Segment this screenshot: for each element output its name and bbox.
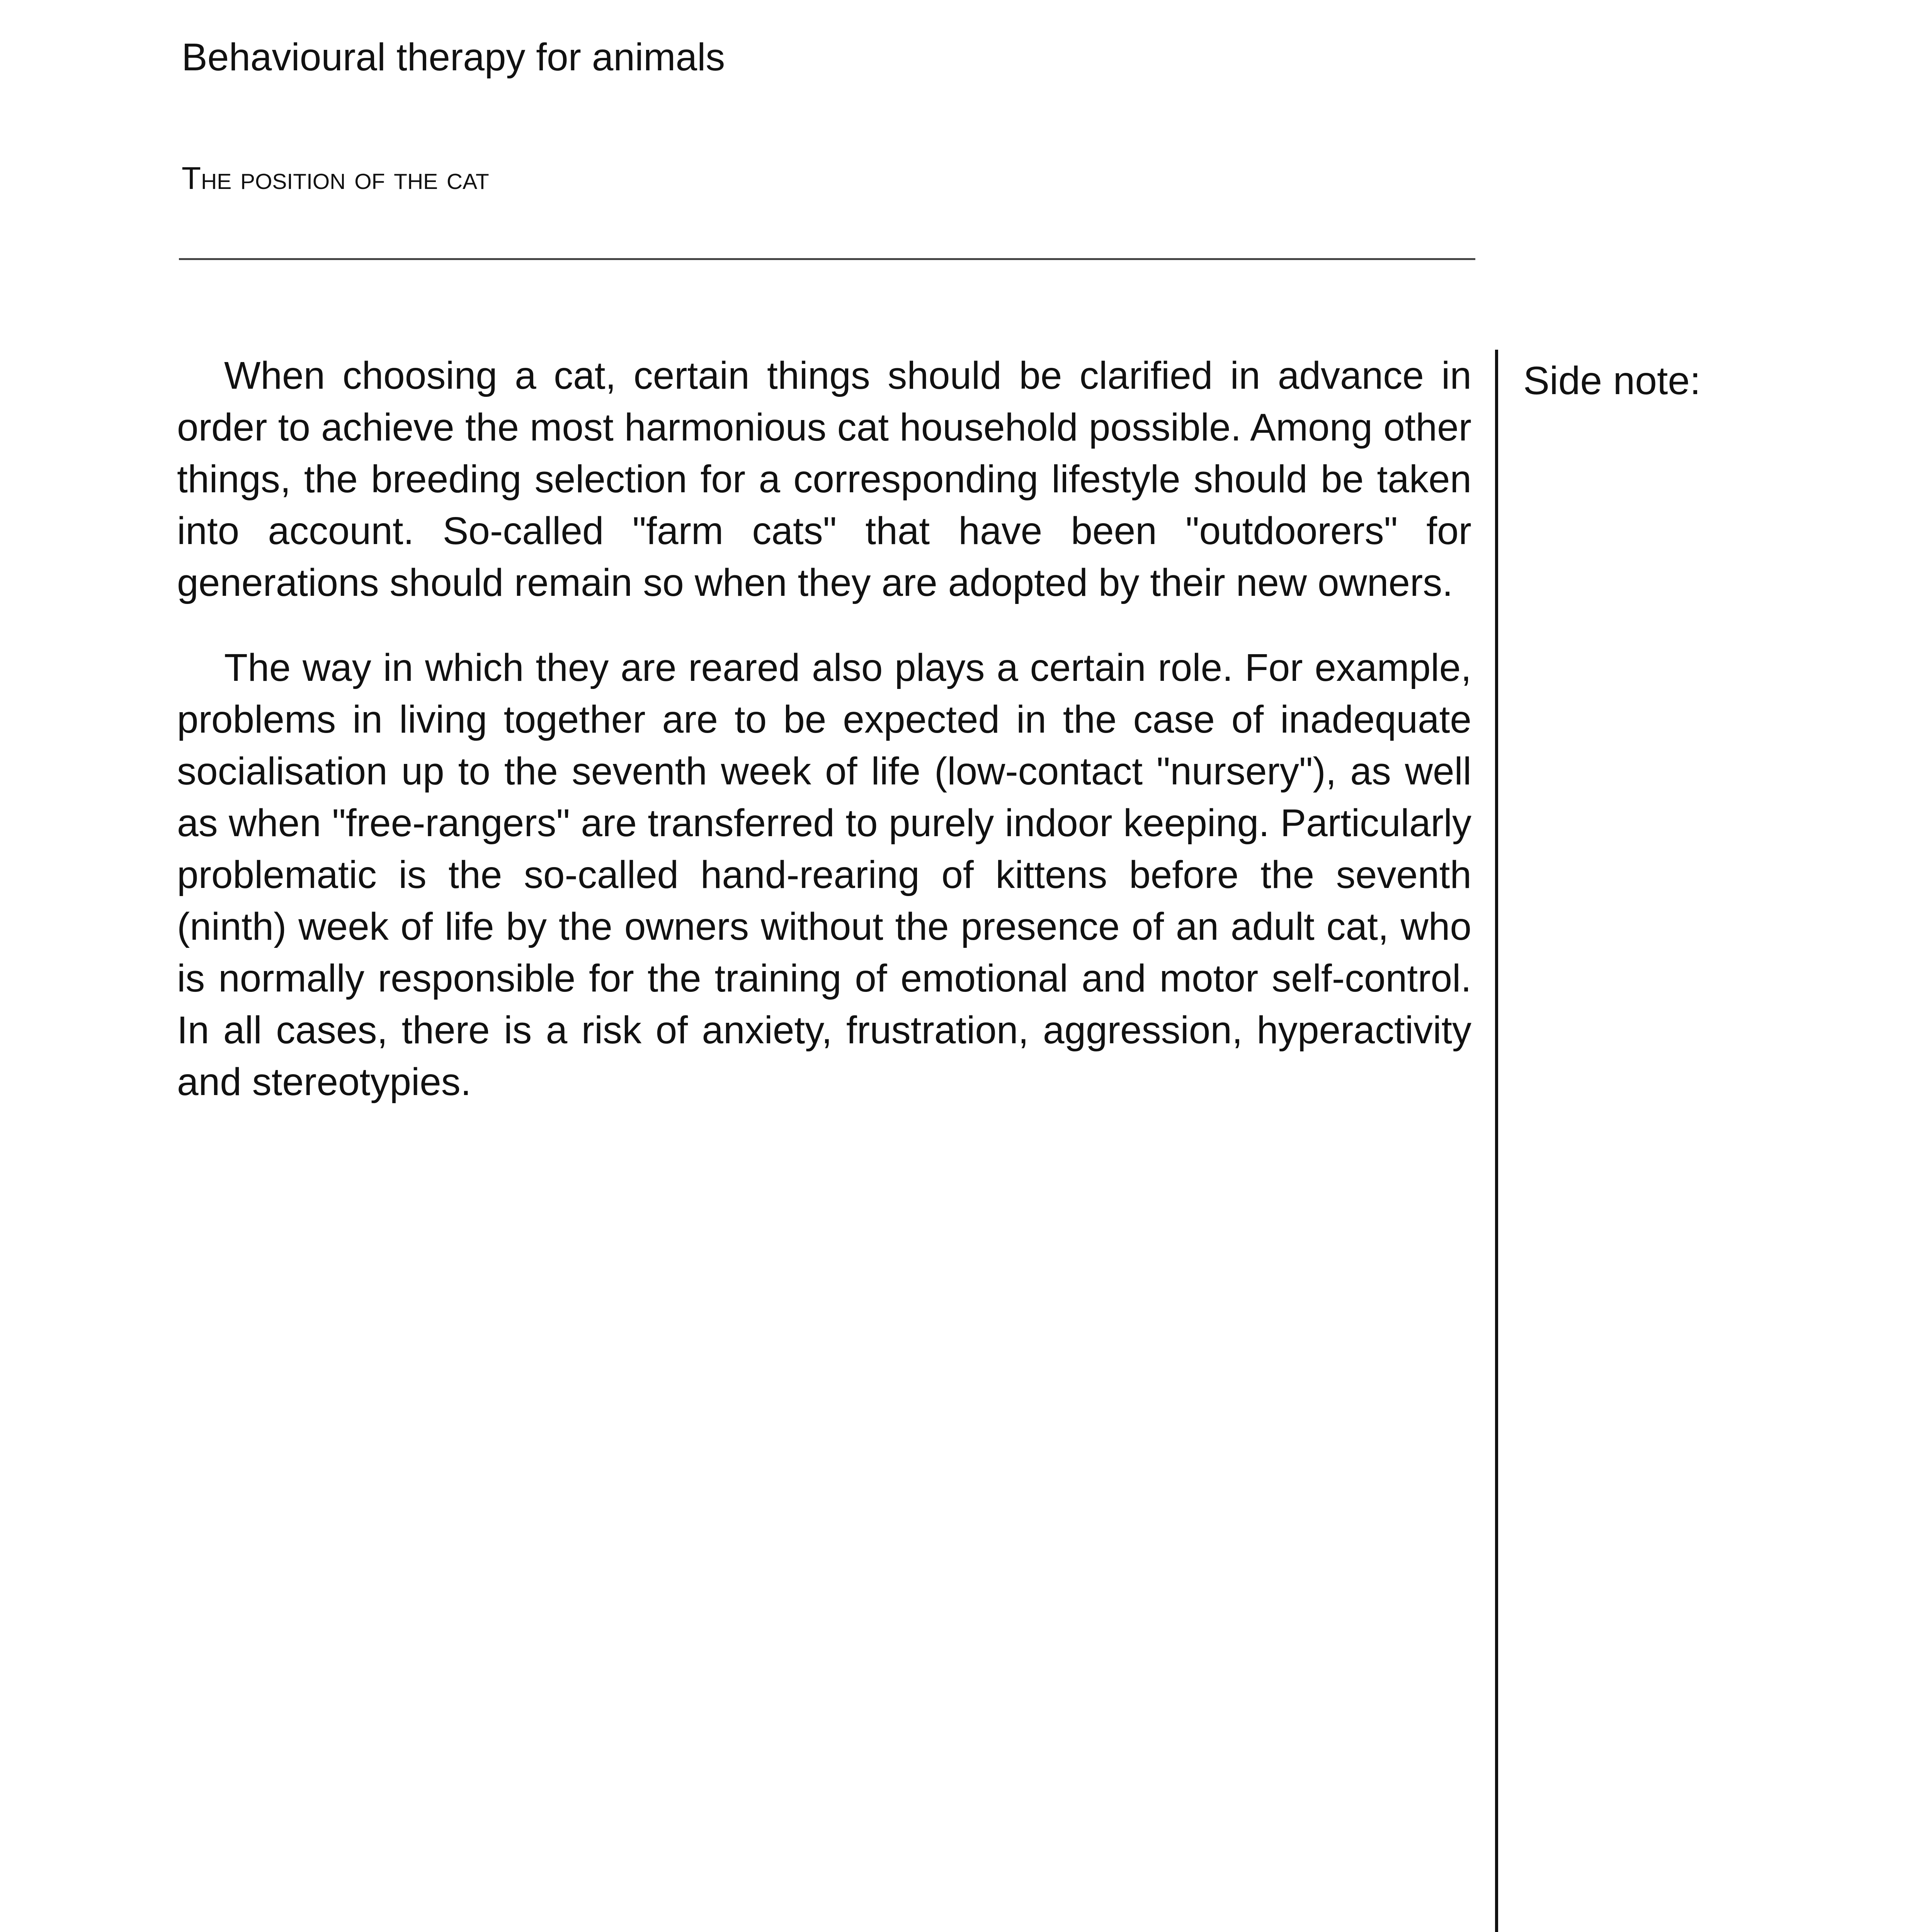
paragraph: The way in which they are reared also plays a certain role. For example, problems in living together are to be expected in the case of inadequate socialisation up to the seventh week of life (low-contact "nursery"), as well as when "free-rangers" are transferred to purely indoor keeping. Particularly problematic is the so-called hand-rearing of kittens before the seventh (ninth) week of life by the owners without the presence of an adult cat, who is normally responsible for the training of emotional and motor self-control. In all cases, there is a risk of anxiety, frustration, aggression, hyperactivity and stereotypies. [177, 646, 1471, 1104]
chapter-title: The position of the cat [182, 161, 489, 196]
running-header-title: Behavioural therapy for animals [182, 36, 725, 79]
side-note-label: Side note: [1523, 359, 1701, 403]
margin-divider [1495, 350, 1498, 1932]
paragraph: When choosing a cat, certain things should be clarified in advance in order to achieve the most harmonious cat household possible. Among other things, the breeding selection for a corresponding lifestyle should be taken into account. So-called "farm cats" that have been "outdoorers" for generations should remain so when they are adopted by their new owners. [177, 354, 1471, 604]
main-text-column [177, 350, 1471, 1141]
header-divider [179, 258, 1475, 260]
